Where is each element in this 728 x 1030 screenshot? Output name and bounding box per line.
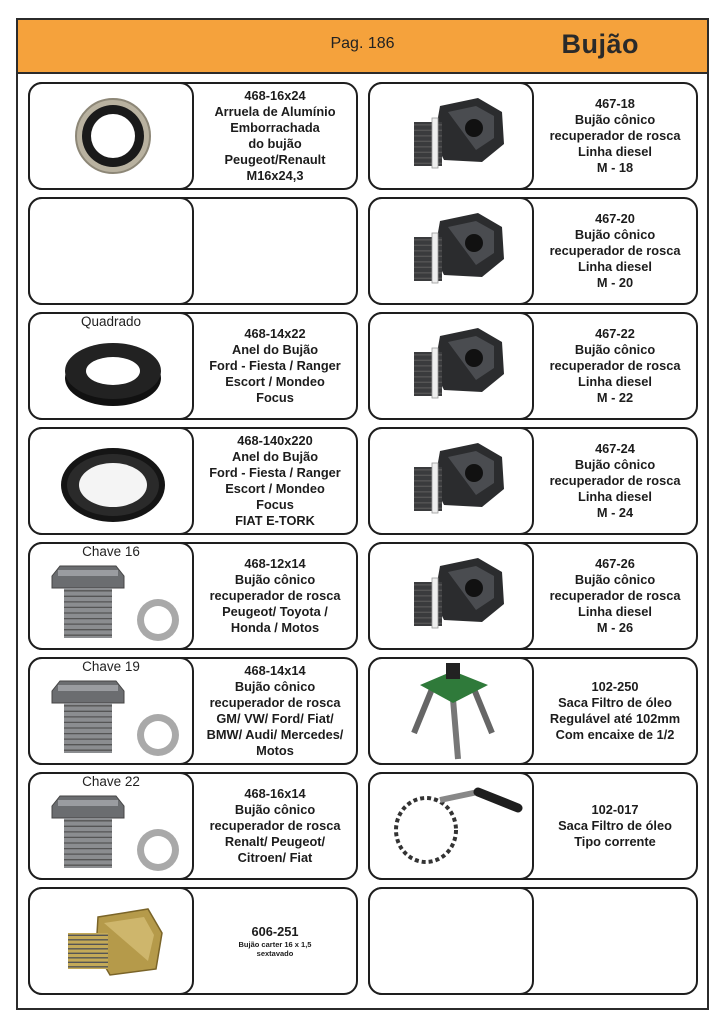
description-line: M - 26 [596, 620, 634, 635]
description-line: Ford - Fiesta / Ranger [209, 465, 341, 480]
product-description [538, 889, 692, 993]
product-description [198, 774, 352, 878]
description-line: BMW/ Audi/ Mercedes/ [206, 727, 344, 742]
product-card-left-1 [28, 82, 358, 190]
wrench-size-caption: Chave 22 [82, 774, 140, 789]
description-line: Renalt/ Peugeot/ [224, 834, 326, 849]
description-line: Linha diesel [578, 374, 652, 389]
description-line: Bujão cônico [574, 227, 656, 242]
description-line: Linha diesel [578, 489, 652, 504]
product-code: 468-140x220 [237, 433, 313, 448]
product-description [538, 774, 692, 878]
product-image [368, 427, 534, 535]
description-line: Escort / Mondeo [225, 481, 325, 496]
description-line: Saca Filtro de óleo [558, 818, 672, 833]
product-code: 468-14x22 [244, 326, 306, 341]
product-code: 468-16x14 [244, 786, 306, 801]
description-line: Escort / Mondeo [225, 374, 325, 389]
product-card-right-1 [368, 82, 698, 190]
description-line: Bujão cônico [574, 112, 656, 127]
product-card-right-3 [368, 312, 698, 420]
page-number: Pag. 186 [330, 35, 395, 52]
product-code: 467-24 [595, 441, 635, 456]
description-line: M16x24,3 [246, 168, 304, 183]
wrench-size-caption: Chave 16 [82, 544, 140, 559]
description-line: Focus [256, 390, 294, 405]
product-description [538, 429, 692, 533]
description-subline: Bujão carter 16 x 1,5 [238, 940, 312, 949]
description-line: Citroen/ Fiat [237, 850, 313, 865]
description-line: Motos [256, 743, 294, 758]
product-card-left-2 [28, 197, 358, 305]
description-line: M - 22 [596, 390, 634, 405]
product-card-left-4 [28, 427, 358, 535]
product-code: 468-14x14 [244, 663, 306, 678]
description-line: recuperador de rosca [549, 128, 681, 143]
product-image [368, 772, 534, 880]
description-line: do bujão [248, 136, 302, 151]
product-description [198, 429, 352, 533]
product-code: 467-26 [595, 556, 635, 571]
description-line: Arruela de Alumínio [214, 104, 336, 119]
product-card-right-4 [368, 427, 698, 535]
product-description [538, 199, 692, 303]
product-code: 468-16x24 [244, 88, 306, 103]
product-image [368, 197, 534, 305]
description-line: Bujão cônico [574, 457, 656, 472]
description-line: Linha diesel [578, 144, 652, 159]
description-line: Focus [256, 497, 294, 512]
description-line: Bujão cônico [574, 342, 656, 357]
description-line: recuperador de rosca [549, 473, 681, 488]
product-description [198, 84, 352, 188]
description-line: GM/ VW/ Ford/ Fiat/ [216, 711, 334, 726]
product-code: 467-22 [595, 326, 635, 341]
description-line: recuperador de rosca [209, 818, 341, 833]
product-card-left-5 [28, 542, 358, 650]
product-description [198, 314, 352, 418]
product-card-left-8 [28, 887, 358, 995]
product-card-right-5 [368, 542, 698, 650]
product-code: 467-20 [595, 211, 635, 226]
description-line: recuperador de rosca [549, 243, 681, 258]
product-description [538, 659, 692, 763]
product-card-left-3 [28, 312, 358, 420]
description-line: Bujão cônico [574, 572, 656, 587]
product-image [368, 542, 534, 650]
description-line: M - 24 [596, 505, 634, 520]
product-card-left-7 [28, 772, 358, 880]
product-code: 606-251 [251, 924, 299, 939]
description-line: Peugeot/ Toyota / [222, 604, 328, 619]
product-code: 468-12x14 [244, 556, 306, 571]
product-image [368, 82, 534, 190]
product-code: 102-250 [591, 679, 639, 694]
product-card-right-7 [368, 772, 698, 880]
wrench-size-caption: Chave 19 [82, 659, 140, 674]
product-description [538, 84, 692, 188]
description-line: recuperador de rosca [209, 588, 341, 603]
description-line: Honda / Motos [230, 620, 320, 635]
product-description [198, 544, 352, 648]
product-image [28, 427, 194, 535]
description-line: FIAT E-TORK [235, 513, 315, 528]
product-card-right-8 [368, 887, 698, 995]
product-image [368, 657, 534, 765]
product-image [28, 657, 194, 765]
product-card-left-6 [28, 657, 358, 765]
product-image [28, 82, 194, 190]
description-line: Peugeot/Renault [224, 152, 326, 167]
product-description [198, 889, 352, 993]
product-card-right-2 [368, 197, 698, 305]
product-code: 102-017 [591, 802, 639, 817]
product-card-right-6 [368, 657, 698, 765]
description-subline: sextavado [256, 949, 294, 958]
product-description [198, 199, 352, 303]
description-line: Ford - Fiesta / Ranger [209, 358, 341, 373]
description-line: M - 18 [596, 160, 634, 175]
description-line: recuperador de rosca [549, 588, 681, 603]
description-line: recuperador de rosca [549, 358, 681, 373]
description-line: Anel do Bujão [231, 342, 319, 357]
product-description [538, 314, 692, 418]
description-line: Bujão cônico [234, 679, 316, 694]
product-image [28, 772, 194, 880]
page-title: Bujão [561, 29, 639, 59]
product-image [368, 887, 534, 995]
description-line: Bujão cônico [234, 572, 316, 587]
product-image [28, 887, 194, 995]
description-line: Linha diesel [578, 604, 652, 619]
page-header [18, 20, 707, 74]
product-image [28, 542, 194, 650]
description-line: recuperador de rosca [209, 695, 341, 710]
description-line: Tipo corrente [574, 834, 656, 849]
description-line: Com encaixe de 1/2 [555, 727, 675, 742]
product-code: 467-18 [595, 96, 635, 111]
description-line: Linha diesel [578, 259, 652, 274]
product-image [28, 197, 194, 305]
product-image [368, 312, 534, 420]
description-line: Emborrachada [230, 120, 320, 135]
description-line: Saca Filtro de óleo [558, 695, 672, 710]
description-line: M - 20 [596, 275, 634, 290]
product-description [198, 659, 352, 763]
description-line: Anel do Bujão [231, 449, 319, 464]
product-description [538, 544, 692, 648]
wrench-size-caption: Quadrado [80, 314, 142, 329]
description-line: Bujão cônico [234, 802, 316, 817]
description-line: Regulável até 102mm [549, 711, 681, 726]
product-image [28, 312, 194, 420]
